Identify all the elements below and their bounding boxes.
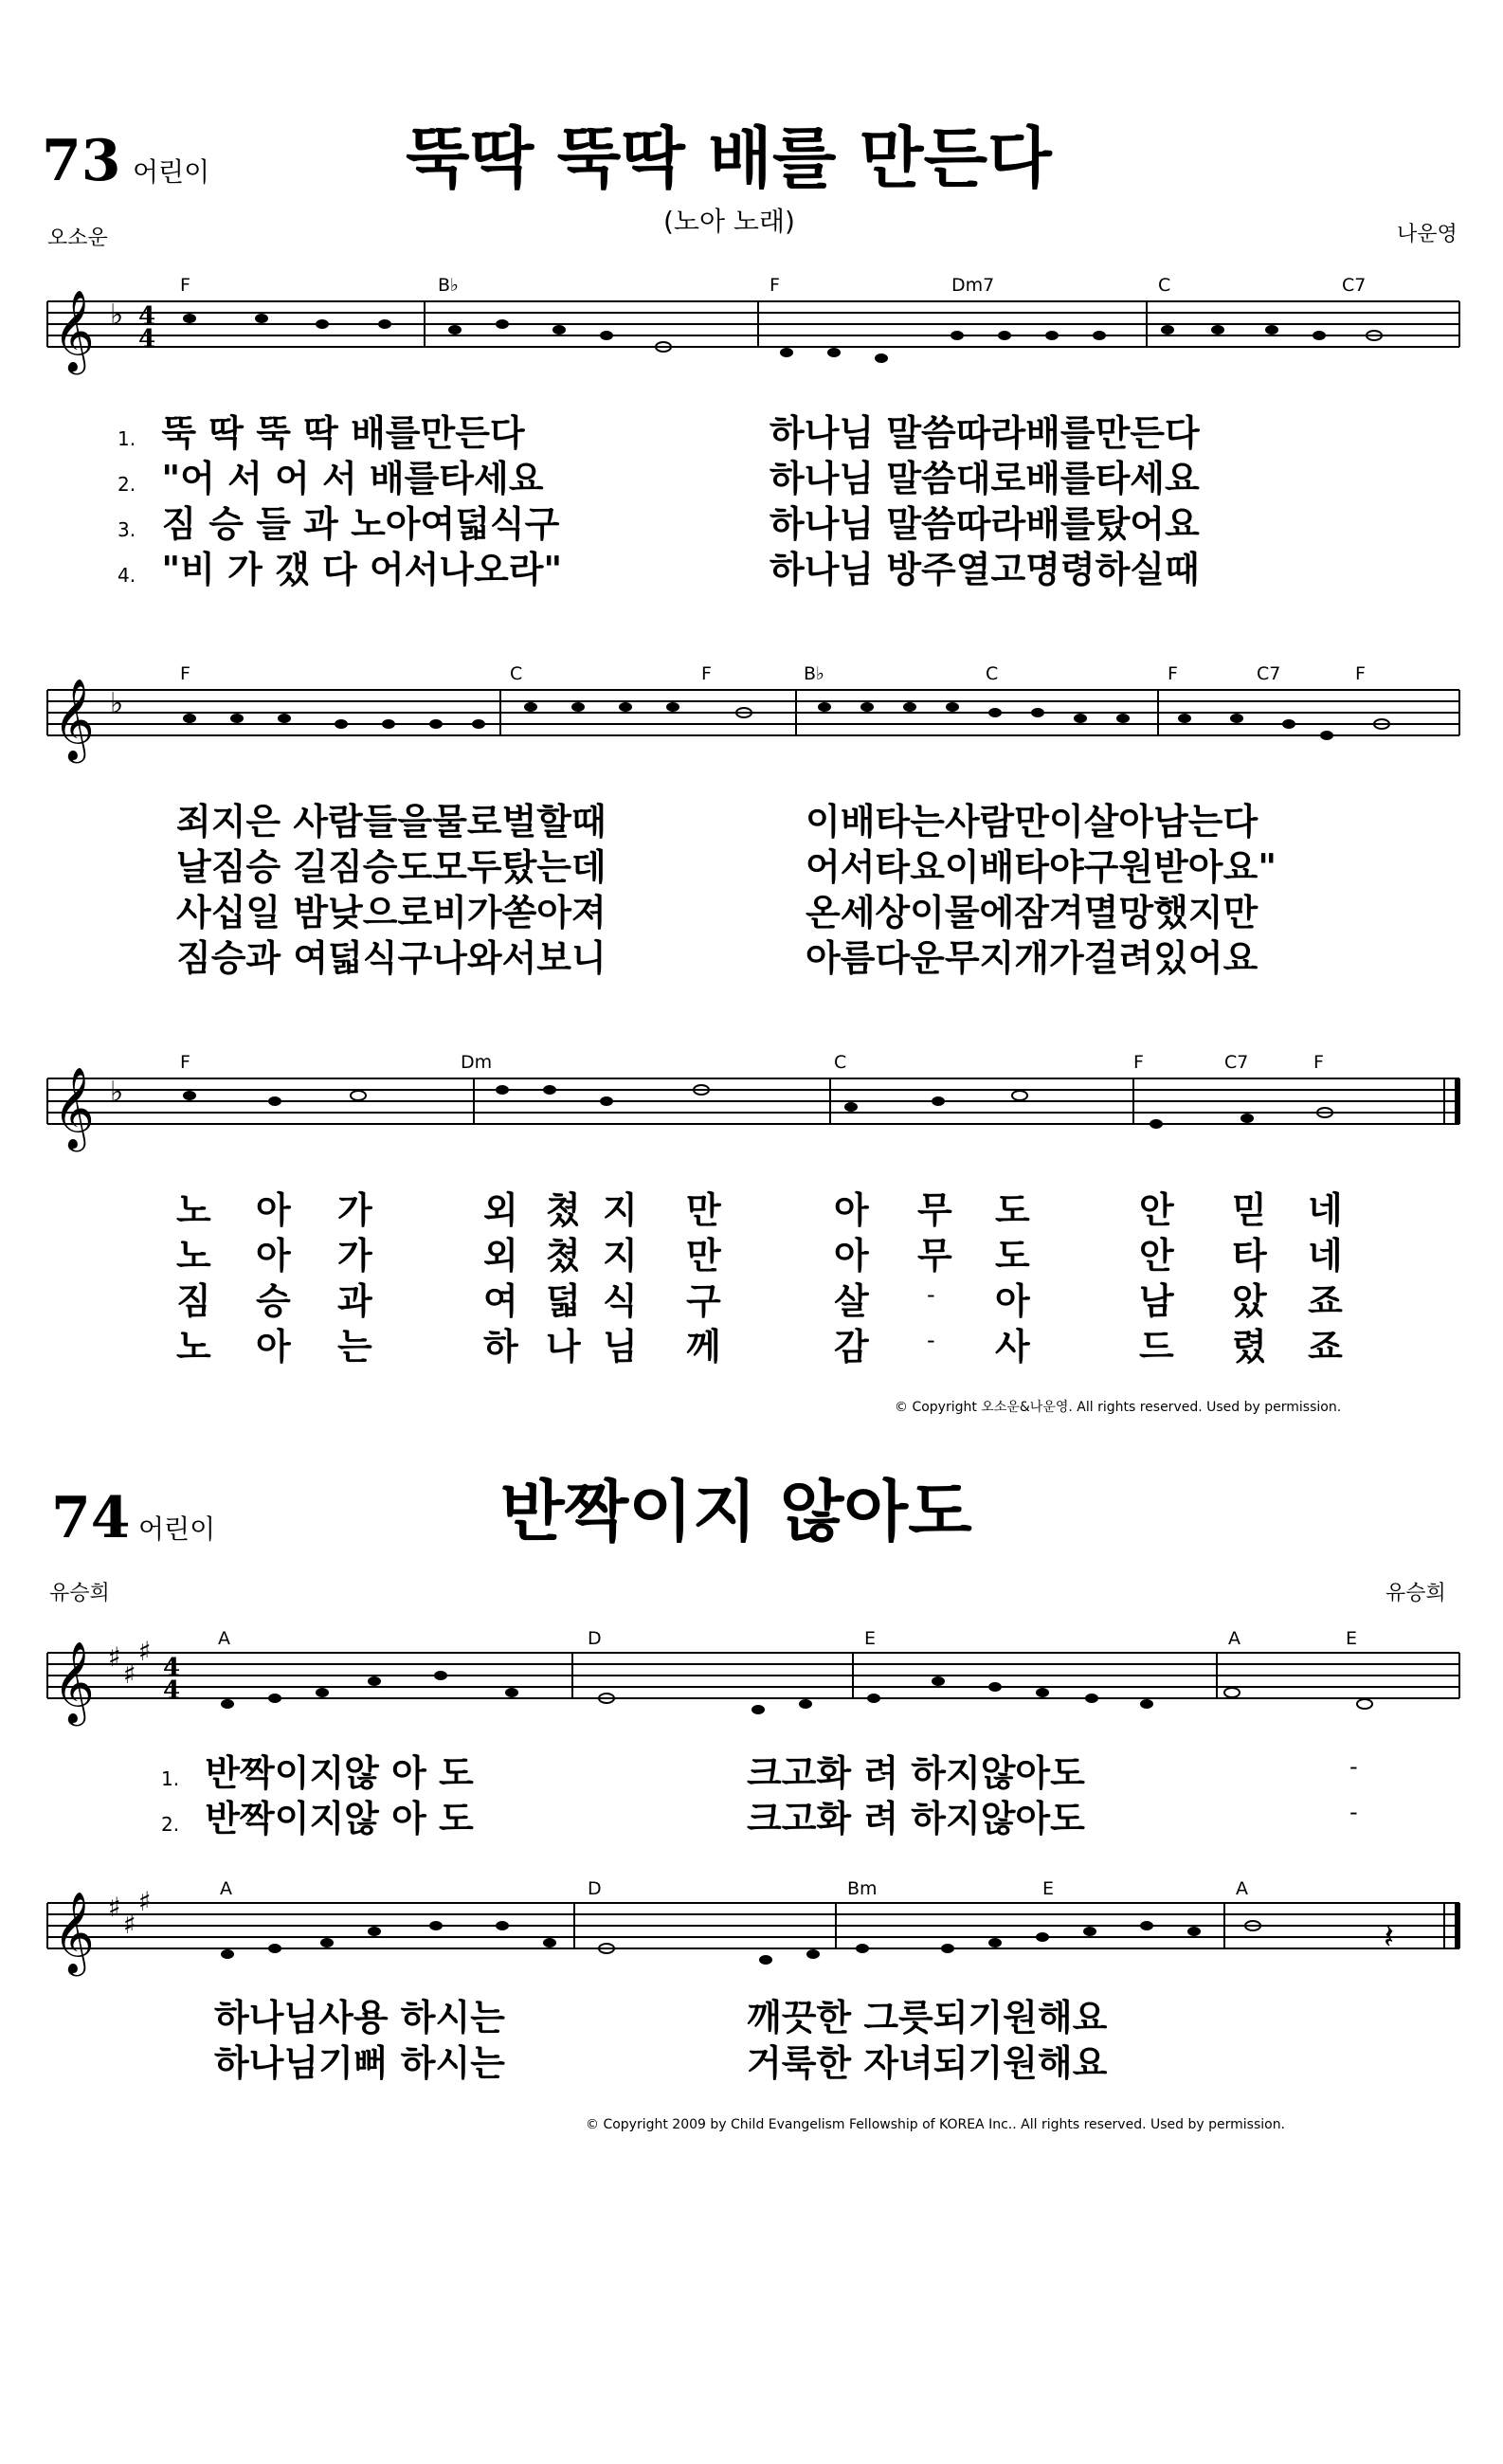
lyric-text: 하나님사용 하시는 (214, 1997, 505, 2038)
verse-line (118, 458, 544, 499)
chord-symbol: F (1168, 663, 1178, 684)
lyric-syllable: 타 (1232, 1235, 1267, 1277)
chord-symbol: C (510, 663, 523, 684)
flat-key-icon: ♭ (110, 299, 124, 332)
hymn-number: 74 (51, 1485, 131, 1551)
chord-symbol: E (1042, 1878, 1055, 1899)
lyric-syllable: 아 (834, 1235, 869, 1277)
lyric-syllable: 아 (995, 1280, 1030, 1322)
lyric-text: 하나님 방주열고명령하실때 (770, 549, 1200, 590)
chord-symbol: C (986, 663, 999, 684)
chord-symbol: A (1236, 1878, 1248, 1899)
note-heads (183, 1085, 1332, 1129)
lyric-syllable: 네 (1308, 1189, 1343, 1231)
sharp-key-icon: ♯ (138, 1636, 152, 1667)
lyric-text: 하나님 말씀따라배를탔어요 (770, 503, 1200, 545)
lyric-syllable: 아 (834, 1189, 869, 1231)
chord-symbol: F (180, 663, 190, 684)
chord-symbol: E (864, 1628, 877, 1649)
chord-symbol: F (1313, 1052, 1324, 1073)
lyric-syllable: 아 (256, 1235, 291, 1277)
lyric-syllable: 만 (686, 1235, 721, 1277)
verse-number: 3. (118, 518, 136, 541)
verse-line (118, 412, 525, 454)
lyric-text: 어서타요이배타야구원받아요" (806, 846, 1277, 888)
lyric-syllable: 님 (603, 1326, 638, 1368)
chord-symbol: F (1133, 1052, 1144, 1073)
music-staff (0, 1033, 1503, 1175)
sharp-key-icon: ♯ (108, 1641, 121, 1673)
lyric-text: 날짐승 길짐승도모두탔는데 (176, 846, 607, 888)
lyric-syllable: 노 (176, 1326, 211, 1368)
lyric-syllable: 안 (1139, 1235, 1174, 1277)
lyric-syllable: 쳤 (546, 1235, 581, 1277)
time-signature-bottom: 4 (138, 325, 156, 353)
lyric-syllable: 도 (995, 1189, 1030, 1231)
hymn-title: 뚝딱 뚝딱 배를 만든다 (406, 119, 1052, 197)
sharp-key-icon: ♯ (108, 1892, 121, 1923)
lyric-syllable: 아 (256, 1189, 291, 1231)
lyric-text: 짐 승 들 과 노아여덟식구 (161, 503, 560, 545)
lyric-syllable: 무 (917, 1235, 952, 1277)
chord-symbol: A (218, 1628, 230, 1649)
lyric-syllable: 구 (686, 1280, 721, 1322)
lyric-syllable: 렸 (1232, 1326, 1267, 1368)
lyric-text: "비 가 갰 다 어서나오라" (161, 549, 563, 590)
copyright-icon: © (586, 2117, 599, 2132)
lyric-text: 하나님기뻐 하시는 (214, 2042, 505, 2084)
lyric-hyphen: - (927, 1281, 935, 1308)
treble-clef-icon: 𝄞 (53, 1641, 95, 1723)
lyric-text: 짐승과 여덟식구나와서보니 (176, 937, 607, 979)
lyric-syllable: 지 (603, 1189, 638, 1231)
hymn-number: 73 (42, 128, 121, 194)
lyric-text: 거룩한 자녀되기원해요 (747, 2042, 1108, 2084)
chord-symbol: B♭ (804, 663, 824, 684)
chord-symbol: Dm (461, 1052, 493, 1073)
lyric-text: "어 서 어 서 배를타세요 (161, 458, 544, 499)
lyric-syllable: 노 (176, 1235, 211, 1277)
lyric-syllable: 만 (686, 1189, 721, 1231)
chord-symbol: Bm (847, 1878, 878, 1899)
composer-credit: 나운영 (1397, 223, 1458, 246)
lyric-syllable: 안 (1139, 1189, 1174, 1231)
lyric-hyphen: - (1349, 1799, 1358, 1825)
hymn-category: 어린이 (138, 1513, 216, 1545)
lyric-syllable: 도 (995, 1235, 1030, 1277)
verse-number: 1. (118, 427, 136, 450)
lyric-syllable: 하 (483, 1326, 518, 1368)
treble-clef-icon: 𝄞 (53, 1892, 95, 1973)
lyric-syllable: 승 (256, 1280, 291, 1322)
chord-symbol: F (1355, 663, 1366, 684)
lyric-hyphen: - (927, 1327, 935, 1353)
copyright-notice: © Copyright 2009 by Child Evangelism Fellowship of KOREA Inc.. All rights reserved. Used by permission. (586, 2117, 1286, 2132)
lyric-syllable: 지 (603, 1235, 638, 1277)
lyric-syllable: 살 (834, 1280, 869, 1322)
sharp-key-icon: ♯ (138, 1886, 152, 1917)
hymn-category: 어린이 (133, 156, 210, 188)
treble-clef-icon: 𝄞 (53, 290, 95, 371)
lyric-syllable: 네 (1308, 1235, 1343, 1277)
lyric-syllable: 외 (483, 1235, 518, 1277)
lyric-text: 반짝이지않 아 도 (205, 1752, 474, 1794)
lyric-syllable: 죠 (1308, 1280, 1343, 1322)
lyric-syllable: 외 (483, 1189, 518, 1231)
note-heads (183, 314, 1382, 363)
chord-symbol: F (770, 275, 780, 296)
copyright-icon: © (895, 1400, 908, 1415)
verse-line (118, 549, 563, 590)
lyricist-credit: 오소운 (47, 226, 108, 250)
chord-symbol: A (220, 1878, 232, 1899)
lyric-text: 온세상이물에잠겨멸망했지만 (806, 892, 1259, 933)
composer-credit: 유승희 (1385, 1582, 1446, 1605)
note-heads (221, 1921, 1260, 1965)
chord-symbol: F (180, 275, 190, 296)
verse-line (161, 1798, 474, 1839)
lyric-text: 이배타는사람만이살아남는다 (806, 801, 1259, 842)
lyric-text: 죄지은 사람들을물로벌할때 (176, 801, 607, 842)
chord-symbol: C7 (1257, 663, 1281, 684)
flat-key-icon: ♭ (110, 687, 124, 720)
treble-clef-icon: 𝄞 (53, 679, 95, 760)
verse-number: 4. (118, 564, 136, 587)
lyricist-credit: 유승희 (49, 1582, 110, 1605)
lyric-text: 크고화 려 하지않아도 (747, 1798, 1085, 1839)
lyric-syllable: 드 (1139, 1326, 1174, 1368)
lyric-syllable: 쳤 (546, 1189, 581, 1231)
chord-symbol: F (701, 663, 712, 684)
lyric-syllable: 아 (256, 1326, 291, 1368)
sharp-key-icon: ♯ (123, 1658, 136, 1690)
sharp-key-icon: ♯ (123, 1909, 136, 1940)
lyric-text: 하나님 말씀따라배를만든다 (770, 412, 1200, 454)
time-signature-top: 4 (163, 1654, 181, 1682)
lyric-syllable: 는 (337, 1326, 372, 1368)
lyric-syllable: 짐 (176, 1280, 211, 1322)
lyric-text: 뚝 딱 뚝 딱 배를만든다 (161, 412, 525, 454)
chord-symbol: C7 (1224, 1052, 1249, 1073)
lyric-hyphen: - (1349, 1753, 1358, 1780)
lyric-text: 하나님 말씀대로배를타세요 (770, 458, 1200, 499)
time-signature-bottom: 4 (163, 1676, 181, 1705)
treble-clef-icon: 𝄞 (53, 1067, 95, 1149)
chord-symbol: D (588, 1878, 602, 1899)
time-signature-top: 4 (138, 302, 156, 331)
chord-symbol: E (1346, 1628, 1358, 1649)
chord-symbol: C7 (1342, 275, 1367, 296)
lyric-text: 반짝이지않 아 도 (205, 1798, 474, 1839)
flat-key-icon: ♭ (110, 1076, 124, 1109)
lyric-syllable: 감 (834, 1326, 869, 1368)
lyric-syllable: 가 (337, 1189, 372, 1231)
verse-line (118, 503, 560, 545)
chord-symbol: C (834, 1052, 847, 1073)
chord-symbol: Dm7 (951, 275, 995, 296)
lyric-text: 사십일 밤낮으로비가쏟아져 (176, 892, 607, 933)
chord-symbol: B♭ (438, 275, 459, 296)
lyric-syllable: 무 (917, 1189, 952, 1231)
lyric-syllable: 덟 (546, 1280, 581, 1322)
verse-number: 2. (118, 473, 136, 496)
verse-line (161, 1752, 474, 1794)
note-heads (221, 1671, 1372, 1714)
copyright-notice: © Copyright 오소운&나운영. All rights reserved. Used by permission. (895, 1400, 1342, 1415)
lyric-syllable: 사 (995, 1326, 1030, 1368)
chord-symbol: F (180, 1052, 190, 1073)
hymn-subtitle: (노아 노래) (663, 206, 795, 237)
chord-symbol: A (1228, 1628, 1240, 1649)
lyric-syllable: 남 (1139, 1280, 1174, 1322)
lyric-text: 깨끗한 그릇되기원해요 (747, 1997, 1108, 2038)
lyric-syllable: 믿 (1232, 1189, 1267, 1231)
lyric-text: 크고화 려 하지않아도 (747, 1752, 1085, 1794)
chord-symbol: C (1158, 275, 1171, 296)
lyric-syllable: 았 (1232, 1280, 1267, 1322)
lyric-syllable: 노 (176, 1189, 211, 1231)
lyric-syllable: 께 (686, 1326, 721, 1368)
lyric-syllable: 죠 (1308, 1326, 1343, 1368)
verse-number: 2. (161, 1813, 180, 1836)
lyric-text: 아름다운무지개가걸려있어요 (806, 937, 1259, 979)
lyric-syllable: 나 (546, 1326, 581, 1368)
lyric-syllable: 여 (483, 1280, 518, 1322)
verse-number: 1. (161, 1767, 180, 1790)
lyric-syllable: 과 (337, 1280, 372, 1322)
music-staff (0, 256, 1503, 389)
chord-symbol: D (588, 1628, 602, 1649)
lyric-syllable: 가 (337, 1235, 372, 1277)
lyric-syllable: 식 (603, 1280, 638, 1322)
hymn-title: 반짝이지 않아도 (500, 1473, 972, 1550)
rest-icon: 𝄽 (1384, 1918, 1395, 1957)
